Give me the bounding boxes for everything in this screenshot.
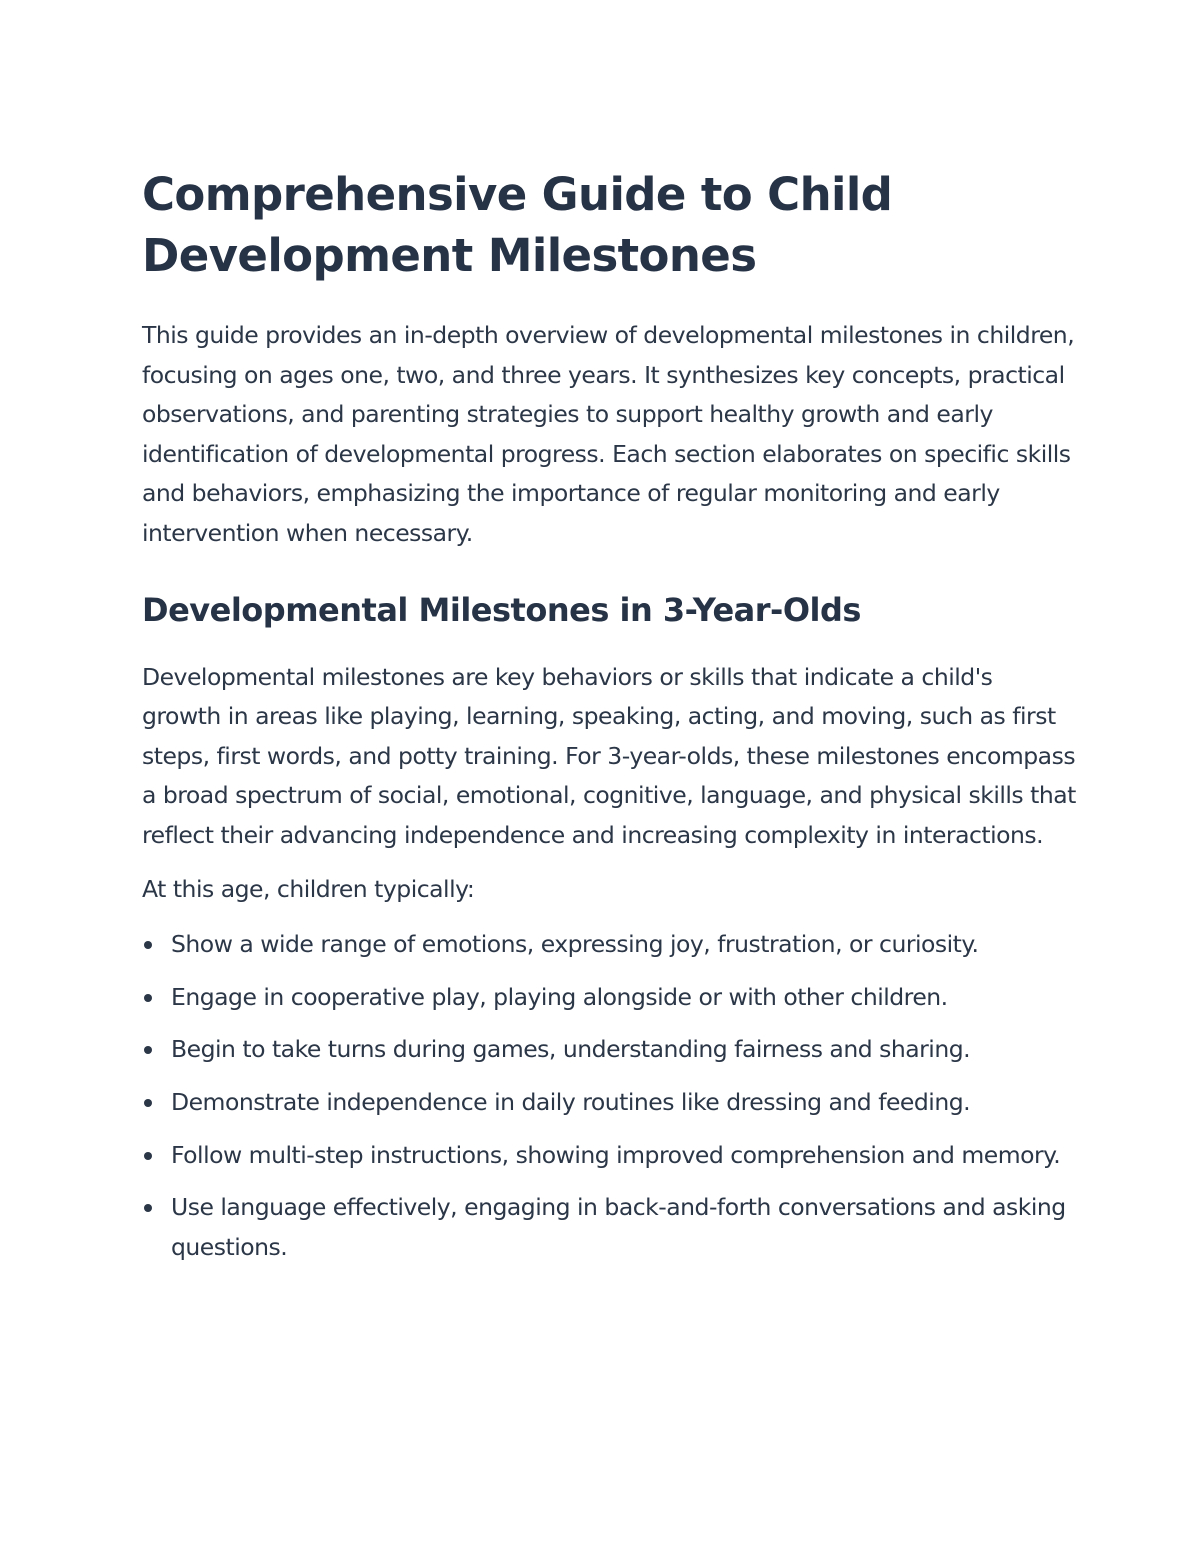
list-item: [142, 925, 1077, 965]
bullet-icon: [144, 941, 152, 949]
list-item-text: Follow multi-step instructions, showing improved comprehension and memory.: [171, 1140, 1061, 1169]
list-item: [142, 978, 1077, 1018]
intro-paragraph: This guide provides an in-depth overview of developmental milestones in children, focusing on ages one, two, and three years. It synthesizes key concepts, practical observations, and parenting strategies to support healthy growth and early identification of developmental progress. Each section elaborates on specific skills and behaviors, emphasizing the importance of regular monitoring and early intervention when necessary.: [142, 321, 1075, 547]
list-item-text: Show a wide range of emotions, expressing joy, frustration, or curiosity.: [171, 930, 979, 959]
bullet-icon: [144, 1204, 152, 1212]
list-item-text: Use language effectively, engaging in back-and-forth conversations and asking questions.: [171, 1193, 1066, 1261]
bullet-icon: [144, 1099, 152, 1107]
section-heading: Developmental Milestones in 3-Year-Olds: [142, 590, 861, 629]
list-item-text: Engage in cooperative play, playing alongside or with other children.: [171, 982, 948, 1011]
list-item: [142, 1030, 1077, 1070]
list-item-text: Begin to take turns during games, understanding fairness and sharing.: [171, 1035, 971, 1064]
list-item-text: Demonstrate independence in daily routines like dressing and feeding.: [171, 1087, 971, 1116]
list-item: [142, 1136, 1077, 1176]
document-page: [142, 164, 1077, 1280]
bullet-icon: [144, 994, 152, 1002]
bullet-icon: [144, 1152, 152, 1160]
list-item: [142, 1083, 1077, 1123]
list-item: [142, 1188, 1077, 1267]
milestone-list: [142, 925, 1077, 1267]
document-title: Comprehensive Guide to Child Development Milestones: [142, 168, 893, 282]
lead-in-text: At this age, children typically:: [142, 874, 475, 903]
bullet-icon: [144, 1046, 152, 1054]
section-paragraph: Developmental milestones are key behaviors or skills that indicate a child's growth in areas like playing, learning, speaking, acting, and moving, such as first steps, first words, and potty training. For 3-year-olds, these milestones encompass a broad spectrum of social, emotional, cognitive, language, and physical skills that reflect their advancing independence and increasing complexity in interactions.: [142, 662, 1076, 849]
